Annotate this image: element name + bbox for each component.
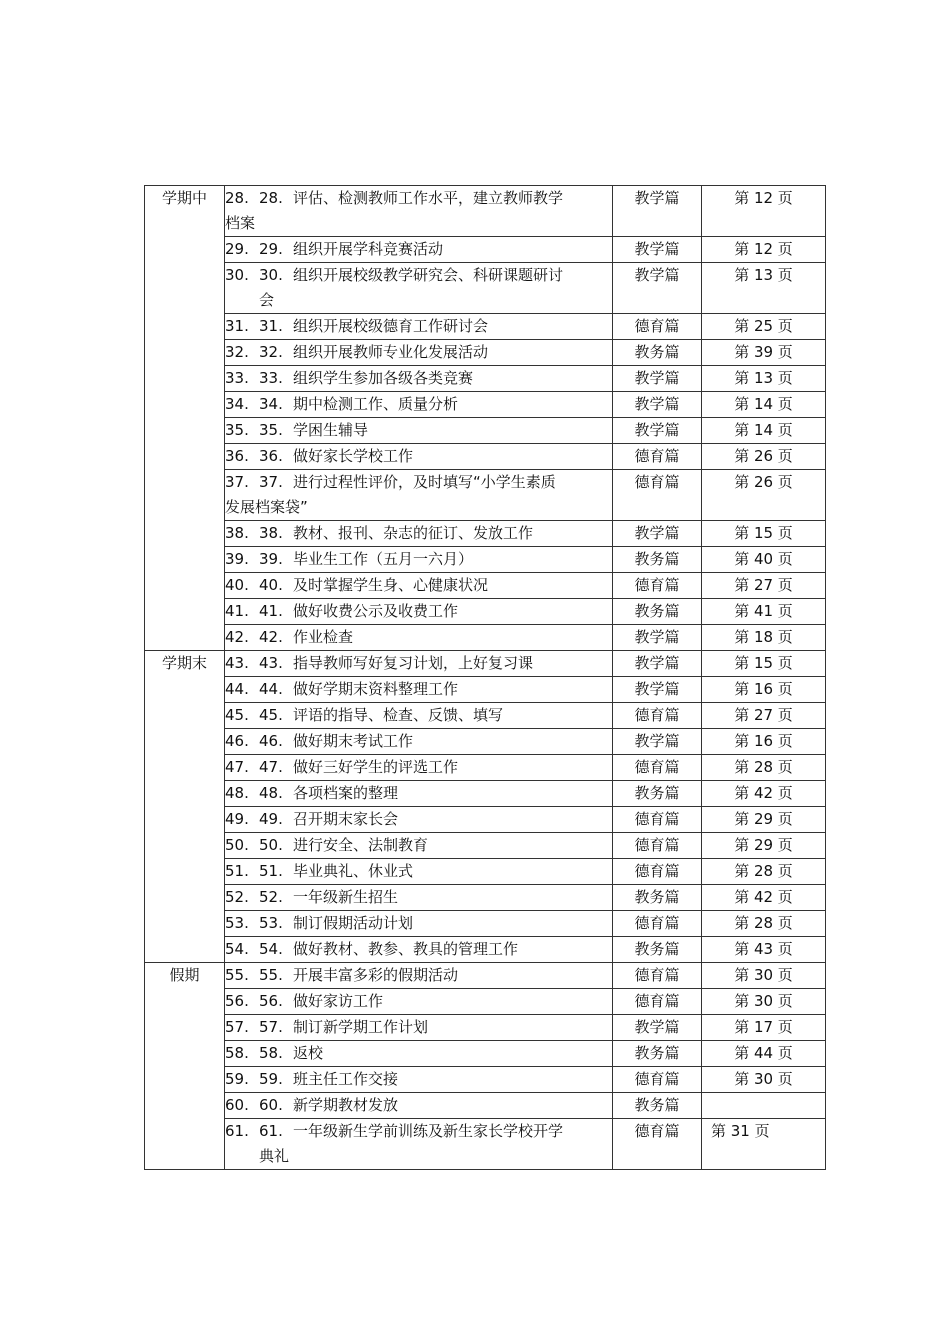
item-subnumber: 48. bbox=[259, 784, 283, 802]
item-number: 36. bbox=[225, 447, 249, 465]
item-cell bbox=[225, 418, 613, 444]
category-cell: 德育篇 bbox=[613, 755, 702, 781]
item-text: 毕业典礼、休业式 bbox=[293, 862, 414, 880]
item-number: 29. bbox=[225, 240, 249, 258]
item-text: 作业检查 bbox=[293, 628, 354, 646]
item-number: 50. bbox=[225, 836, 249, 854]
item-line bbox=[225, 1093, 612, 1118]
table-row bbox=[145, 392, 826, 418]
item-line bbox=[225, 263, 612, 288]
item-text: 返校 bbox=[293, 1044, 324, 1062]
item-text-continued: 典礼 bbox=[259, 1147, 290, 1165]
table-row bbox=[145, 263, 826, 314]
category-cell: 德育篇 bbox=[613, 859, 702, 885]
item-line bbox=[225, 1067, 612, 1092]
item-cell bbox=[225, 781, 613, 807]
page-ref-cell: 第 28 页 bbox=[702, 911, 826, 937]
item-cell bbox=[225, 625, 613, 651]
item-number: 42. bbox=[225, 628, 249, 646]
page-ref-cell: 第 17 页 bbox=[702, 1015, 826, 1041]
item-line bbox=[225, 833, 612, 858]
item-subnumber: 28. bbox=[259, 189, 283, 207]
item-text: 期中检测工作、质量分析 bbox=[293, 395, 459, 413]
page-ref-cell: 第 41 页 bbox=[702, 599, 826, 625]
table-row bbox=[145, 521, 826, 547]
page-ref-cell: 第 27 页 bbox=[702, 703, 826, 729]
item-text: 及时掌握学生身、心健康状况 bbox=[293, 576, 489, 594]
item-text: 新学期教材发放 bbox=[293, 1096, 399, 1114]
table-row bbox=[145, 1119, 826, 1170]
item-cell bbox=[225, 573, 613, 599]
item-line bbox=[225, 573, 612, 598]
category-cell: 德育篇 bbox=[613, 470, 702, 521]
category-cell: 教学篇 bbox=[613, 418, 702, 444]
table-row bbox=[145, 729, 826, 755]
table-row bbox=[145, 859, 826, 885]
item-cell bbox=[225, 859, 613, 885]
item-subnumber: 33. bbox=[259, 369, 283, 387]
item-number: 39. bbox=[225, 550, 249, 568]
item-text: 评语的指导、检查、反馈、填写 bbox=[293, 706, 504, 724]
item-number: 37. bbox=[225, 473, 249, 491]
item-number: 48. bbox=[225, 784, 249, 802]
item-text: 班主任工作交接 bbox=[293, 1070, 399, 1088]
category-cell: 德育篇 bbox=[613, 573, 702, 599]
item-number: 53. bbox=[225, 914, 249, 932]
item-text-continued: 档案 bbox=[225, 214, 256, 232]
item-cell bbox=[225, 833, 613, 859]
item-subnumber: 41. bbox=[259, 602, 283, 620]
item-text: 做好收费公示及收费工作 bbox=[293, 602, 459, 620]
table-row bbox=[145, 885, 826, 911]
item-text: 组织开展校级德育工作研讨会 bbox=[293, 317, 489, 335]
item-number: 51. bbox=[225, 862, 249, 880]
item-cell bbox=[225, 755, 613, 781]
item-line bbox=[225, 392, 612, 417]
item-cell bbox=[225, 729, 613, 755]
item-text: 做好学期末资料整理工作 bbox=[293, 680, 459, 698]
item-subnumber: 29. bbox=[259, 240, 283, 258]
item-text: 组织开展教师专业化发展活动 bbox=[293, 343, 489, 361]
table-row bbox=[145, 703, 826, 729]
item-number: 33. bbox=[225, 369, 249, 387]
page-ref-cell: 第 12 页 bbox=[702, 186, 826, 237]
item-subnumber: 57. bbox=[259, 1018, 283, 1036]
page-ref-cell: 第 29 页 bbox=[702, 833, 826, 859]
item-text: 学困生辅导 bbox=[293, 421, 369, 439]
table-row bbox=[145, 781, 826, 807]
item-cell bbox=[225, 963, 613, 989]
item-line bbox=[225, 314, 612, 339]
item-subnumber: 34. bbox=[259, 395, 283, 413]
item-subnumber: 49. bbox=[259, 810, 283, 828]
item-cell bbox=[225, 314, 613, 340]
item-subnumber: 51. bbox=[259, 862, 283, 880]
item-text: 指导教师写好复习计划，上好复习课 bbox=[293, 654, 534, 672]
item-subnumber: 56. bbox=[259, 992, 283, 1010]
item-text-continued: 发展档案袋” bbox=[225, 498, 308, 516]
category-cell: 教务篇 bbox=[613, 781, 702, 807]
item-line bbox=[225, 237, 612, 262]
table-row bbox=[145, 911, 826, 937]
category-cell: 德育篇 bbox=[613, 807, 702, 833]
item-cell bbox=[225, 547, 613, 573]
category-cell: 教学篇 bbox=[613, 366, 702, 392]
page-ref-cell: 第 16 页 bbox=[702, 677, 826, 703]
item-text: 召开期末家长会 bbox=[293, 810, 399, 828]
item-subnumber: 59. bbox=[259, 1070, 283, 1088]
page-ref-cell: 第 25 页 bbox=[702, 314, 826, 340]
category-cell: 德育篇 bbox=[613, 444, 702, 470]
category-cell: 教学篇 bbox=[613, 677, 702, 703]
item-subnumber: 40. bbox=[259, 576, 283, 594]
category-cell: 教学篇 bbox=[613, 392, 702, 418]
item-line bbox=[225, 937, 612, 962]
item-number: 41. bbox=[225, 602, 249, 620]
item-subnumber: 37. bbox=[259, 473, 283, 491]
page-ref-cell: 第 42 页 bbox=[702, 781, 826, 807]
item-number: 58. bbox=[225, 1044, 249, 1062]
page-ref-cell: 第 40 页 bbox=[702, 547, 826, 573]
category-cell: 教学篇 bbox=[613, 263, 702, 314]
item-text: 做好期末考试工作 bbox=[293, 732, 414, 750]
table-row bbox=[145, 186, 826, 237]
category-cell: 德育篇 bbox=[613, 314, 702, 340]
item-text: 组织学生参加各级各类竞赛 bbox=[293, 369, 474, 387]
item-subnumber: 42. bbox=[259, 628, 283, 646]
item-number: 57. bbox=[225, 1018, 249, 1036]
category-cell: 教学篇 bbox=[613, 237, 702, 263]
item-cell bbox=[225, 444, 613, 470]
table-row bbox=[145, 651, 826, 677]
item-subnumber: 30. bbox=[259, 266, 283, 284]
phase-cell-holiday: 假期 bbox=[145, 963, 225, 1170]
category-cell: 教务篇 bbox=[613, 937, 702, 963]
item-line bbox=[225, 651, 612, 676]
item-text: 评估、检测教师工作水平，建立教师教学 bbox=[293, 189, 564, 207]
item-cell bbox=[225, 392, 613, 418]
item-cell bbox=[225, 703, 613, 729]
page-ref-cell: 第 31 页 bbox=[702, 1119, 826, 1170]
table-row bbox=[145, 366, 826, 392]
item-number: 40. bbox=[225, 576, 249, 594]
category-cell: 教务篇 bbox=[613, 1093, 702, 1119]
item-subnumber: 61. bbox=[259, 1122, 283, 1140]
item-subnumber: 60. bbox=[259, 1096, 283, 1114]
page-ref-cell: 第 12 页 bbox=[702, 237, 826, 263]
category-cell: 教务篇 bbox=[613, 599, 702, 625]
category-cell: 教学篇 bbox=[613, 1015, 702, 1041]
table-row bbox=[145, 418, 826, 444]
item-text: 各项档案的整理 bbox=[293, 784, 399, 802]
item-text: 一年级新生招生 bbox=[293, 888, 399, 906]
item-text: 开展丰富多彩的假期活动 bbox=[293, 966, 459, 984]
table-row bbox=[145, 807, 826, 833]
item-line bbox=[225, 521, 612, 546]
item-line bbox=[225, 366, 612, 391]
item-cell bbox=[225, 366, 613, 392]
table-row bbox=[145, 989, 826, 1015]
item-text: 一年级新生学前训练及新生家长学校开学 bbox=[293, 1122, 564, 1140]
item-text-continued: 会 bbox=[259, 291, 275, 309]
item-cell bbox=[225, 885, 613, 911]
item-line bbox=[225, 885, 612, 910]
item-number: 30. bbox=[225, 266, 249, 284]
table-row bbox=[145, 833, 826, 859]
category-cell: 教学篇 bbox=[613, 625, 702, 651]
page-ref-cell: 第 14 页 bbox=[702, 418, 826, 444]
item-line bbox=[225, 186, 612, 211]
page-ref-cell: 第 29 页 bbox=[702, 807, 826, 833]
page-ref-cell: 第 16 页 bbox=[702, 729, 826, 755]
item-cell bbox=[225, 937, 613, 963]
page-ref-cell: 第 27 页 bbox=[702, 573, 826, 599]
item-text: 做好三好学生的评选工作 bbox=[293, 758, 459, 776]
item-number: 52. bbox=[225, 888, 249, 906]
item-cell bbox=[225, 599, 613, 625]
item-line bbox=[225, 729, 612, 754]
table-row bbox=[145, 599, 826, 625]
item-number: 49. bbox=[225, 810, 249, 828]
item-number: 61. bbox=[225, 1122, 249, 1140]
item-line bbox=[225, 418, 612, 443]
page-ref-cell: 第 14 页 bbox=[702, 392, 826, 418]
item-subnumber: 43. bbox=[259, 654, 283, 672]
page-ref-cell: 第 43 页 bbox=[702, 937, 826, 963]
item-text: 组织开展学科竞赛活动 bbox=[293, 240, 444, 258]
item-number: 45. bbox=[225, 706, 249, 724]
phase-cell-end: 学期末 bbox=[145, 651, 225, 963]
item-number: 31. bbox=[225, 317, 249, 335]
item-line bbox=[225, 1119, 612, 1144]
page-ref-cell: 第 28 页 bbox=[702, 859, 826, 885]
item-cell bbox=[225, 470, 613, 521]
item-cell bbox=[225, 651, 613, 677]
page-ref-cell: 第 42 页 bbox=[702, 885, 826, 911]
item-cell bbox=[225, 807, 613, 833]
table-row bbox=[145, 444, 826, 470]
item-number: 44. bbox=[225, 680, 249, 698]
table-row bbox=[145, 625, 826, 651]
item-text: 制订新学期工作计划 bbox=[293, 1018, 429, 1036]
item-cell bbox=[225, 263, 613, 314]
item-subnumber: 38. bbox=[259, 524, 283, 542]
item-number: 56. bbox=[225, 992, 249, 1010]
category-cell: 德育篇 bbox=[613, 963, 702, 989]
item-number: 43. bbox=[225, 654, 249, 672]
page-ref-cell: 第 18 页 bbox=[702, 625, 826, 651]
table-row bbox=[145, 340, 826, 366]
item-line bbox=[225, 677, 612, 702]
item-cell bbox=[225, 677, 613, 703]
item-subnumber: 50. bbox=[259, 836, 283, 854]
table-row bbox=[145, 755, 826, 781]
item-subnumber: 39. bbox=[259, 550, 283, 568]
page-ref-cell: 第 30 页 bbox=[702, 989, 826, 1015]
item-text: 做好家访工作 bbox=[293, 992, 384, 1010]
table-row bbox=[145, 470, 826, 521]
category-cell: 德育篇 bbox=[613, 1119, 702, 1170]
category-cell: 教学篇 bbox=[613, 651, 702, 677]
table-row bbox=[145, 314, 826, 340]
item-subnumber: 36. bbox=[259, 447, 283, 465]
category-cell: 教务篇 bbox=[613, 340, 702, 366]
item-cell bbox=[225, 911, 613, 937]
item-number: 55. bbox=[225, 966, 249, 984]
item-cell bbox=[225, 340, 613, 366]
item-number: 34. bbox=[225, 395, 249, 413]
item-line bbox=[225, 444, 612, 469]
item-line bbox=[225, 911, 612, 936]
item-number: 46. bbox=[225, 732, 249, 750]
table-row bbox=[145, 1041, 826, 1067]
item-line bbox=[225, 625, 612, 650]
item-cell bbox=[225, 237, 613, 263]
item-text: 教材、报刊、杂志的征订、发放工作 bbox=[293, 524, 534, 542]
page-ref-cell: 第 44 页 bbox=[702, 1041, 826, 1067]
item-number: 59. bbox=[225, 1070, 249, 1088]
item-subnumber: 45. bbox=[259, 706, 283, 724]
page-ref-cell: 第 30 页 bbox=[702, 963, 826, 989]
table-row bbox=[145, 963, 826, 989]
item-line bbox=[225, 963, 612, 988]
table-row bbox=[145, 1015, 826, 1041]
item-line bbox=[225, 755, 612, 780]
item-cell bbox=[225, 1067, 613, 1093]
item-subnumber: 32. bbox=[259, 343, 283, 361]
item-number: 38. bbox=[225, 524, 249, 542]
category-cell: 教务篇 bbox=[613, 1041, 702, 1067]
item-number: 54. bbox=[225, 940, 249, 958]
item-subnumber: 47. bbox=[259, 758, 283, 776]
item-cell bbox=[225, 1119, 613, 1170]
category-cell: 德育篇 bbox=[613, 703, 702, 729]
table-row bbox=[145, 237, 826, 263]
item-text: 进行过程性评价，及时填写“小学生素质 bbox=[293, 473, 556, 491]
item-line bbox=[225, 470, 612, 495]
page-ref-cell: 第 13 页 bbox=[702, 366, 826, 392]
item-number: 32. bbox=[225, 343, 249, 361]
item-number: 47. bbox=[225, 758, 249, 776]
item-text: 制订假期活动计划 bbox=[293, 914, 414, 932]
table-row bbox=[145, 547, 826, 573]
table-row bbox=[145, 1067, 826, 1093]
item-text: 做好教材、教参、教具的管理工作 bbox=[293, 940, 519, 958]
page-ref-cell: 第 26 页 bbox=[702, 470, 826, 521]
item-subnumber: 54. bbox=[259, 940, 283, 958]
category-cell: 德育篇 bbox=[613, 989, 702, 1015]
category-cell: 教务篇 bbox=[613, 885, 702, 911]
item-cell bbox=[225, 1041, 613, 1067]
item-text: 进行安全、法制教育 bbox=[293, 836, 429, 854]
page-ref-cell: 第 39 页 bbox=[702, 340, 826, 366]
page-ref-cell bbox=[702, 1093, 826, 1119]
item-text: 做好家长学校工作 bbox=[293, 447, 414, 465]
item-line bbox=[225, 859, 612, 884]
item-line bbox=[225, 599, 612, 624]
category-cell: 德育篇 bbox=[613, 911, 702, 937]
item-subnumber: 58. bbox=[259, 1044, 283, 1062]
page-ref-cell: 第 26 页 bbox=[702, 444, 826, 470]
item-line bbox=[225, 807, 612, 832]
page-ref-cell: 第 15 页 bbox=[702, 521, 826, 547]
item-line bbox=[225, 1015, 612, 1040]
item-subnumber: 44. bbox=[259, 680, 283, 698]
category-cell: 教学篇 bbox=[613, 729, 702, 755]
category-cell: 教学篇 bbox=[613, 186, 702, 237]
page-ref-cell: 第 15 页 bbox=[702, 651, 826, 677]
item-line bbox=[225, 781, 612, 806]
item-number: 35. bbox=[225, 421, 249, 439]
item-number: 28. bbox=[225, 189, 249, 207]
work-schedule-table bbox=[144, 185, 826, 1170]
item-cell bbox=[225, 1015, 613, 1041]
item-cell bbox=[225, 989, 613, 1015]
page-ref-cell: 第 13 页 bbox=[702, 263, 826, 314]
item-subnumber: 46. bbox=[259, 732, 283, 750]
item-line bbox=[225, 340, 612, 365]
item-subnumber: 53. bbox=[259, 914, 283, 932]
item-number: 60. bbox=[225, 1096, 249, 1114]
table-row bbox=[145, 573, 826, 599]
table-row bbox=[145, 677, 826, 703]
category-cell: 德育篇 bbox=[613, 833, 702, 859]
item-text: 组织开展校级教学研究会、科研课题研讨 bbox=[293, 266, 564, 284]
page-ref-cell: 第 28 页 bbox=[702, 755, 826, 781]
item-subnumber: 35. bbox=[259, 421, 283, 439]
item-subnumber: 52. bbox=[259, 888, 283, 906]
category-cell: 德育篇 bbox=[613, 1067, 702, 1093]
item-cell bbox=[225, 186, 613, 237]
item-subnumber: 55. bbox=[259, 966, 283, 984]
item-line bbox=[225, 547, 612, 572]
phase-cell-mid: 学期中 bbox=[145, 186, 225, 651]
table-row bbox=[145, 937, 826, 963]
category-cell: 教学篇 bbox=[613, 521, 702, 547]
item-text: 毕业生工作（五月一六月） bbox=[293, 550, 474, 568]
item-line bbox=[225, 703, 612, 728]
table-row bbox=[145, 1093, 826, 1119]
item-line bbox=[225, 1041, 612, 1066]
item-cell bbox=[225, 521, 613, 547]
item-subnumber: 31. bbox=[259, 317, 283, 335]
category-cell: 教务篇 bbox=[613, 547, 702, 573]
page-ref-cell: 第 30 页 bbox=[702, 1067, 826, 1093]
item-cell bbox=[225, 1093, 613, 1119]
item-line bbox=[225, 989, 612, 1014]
